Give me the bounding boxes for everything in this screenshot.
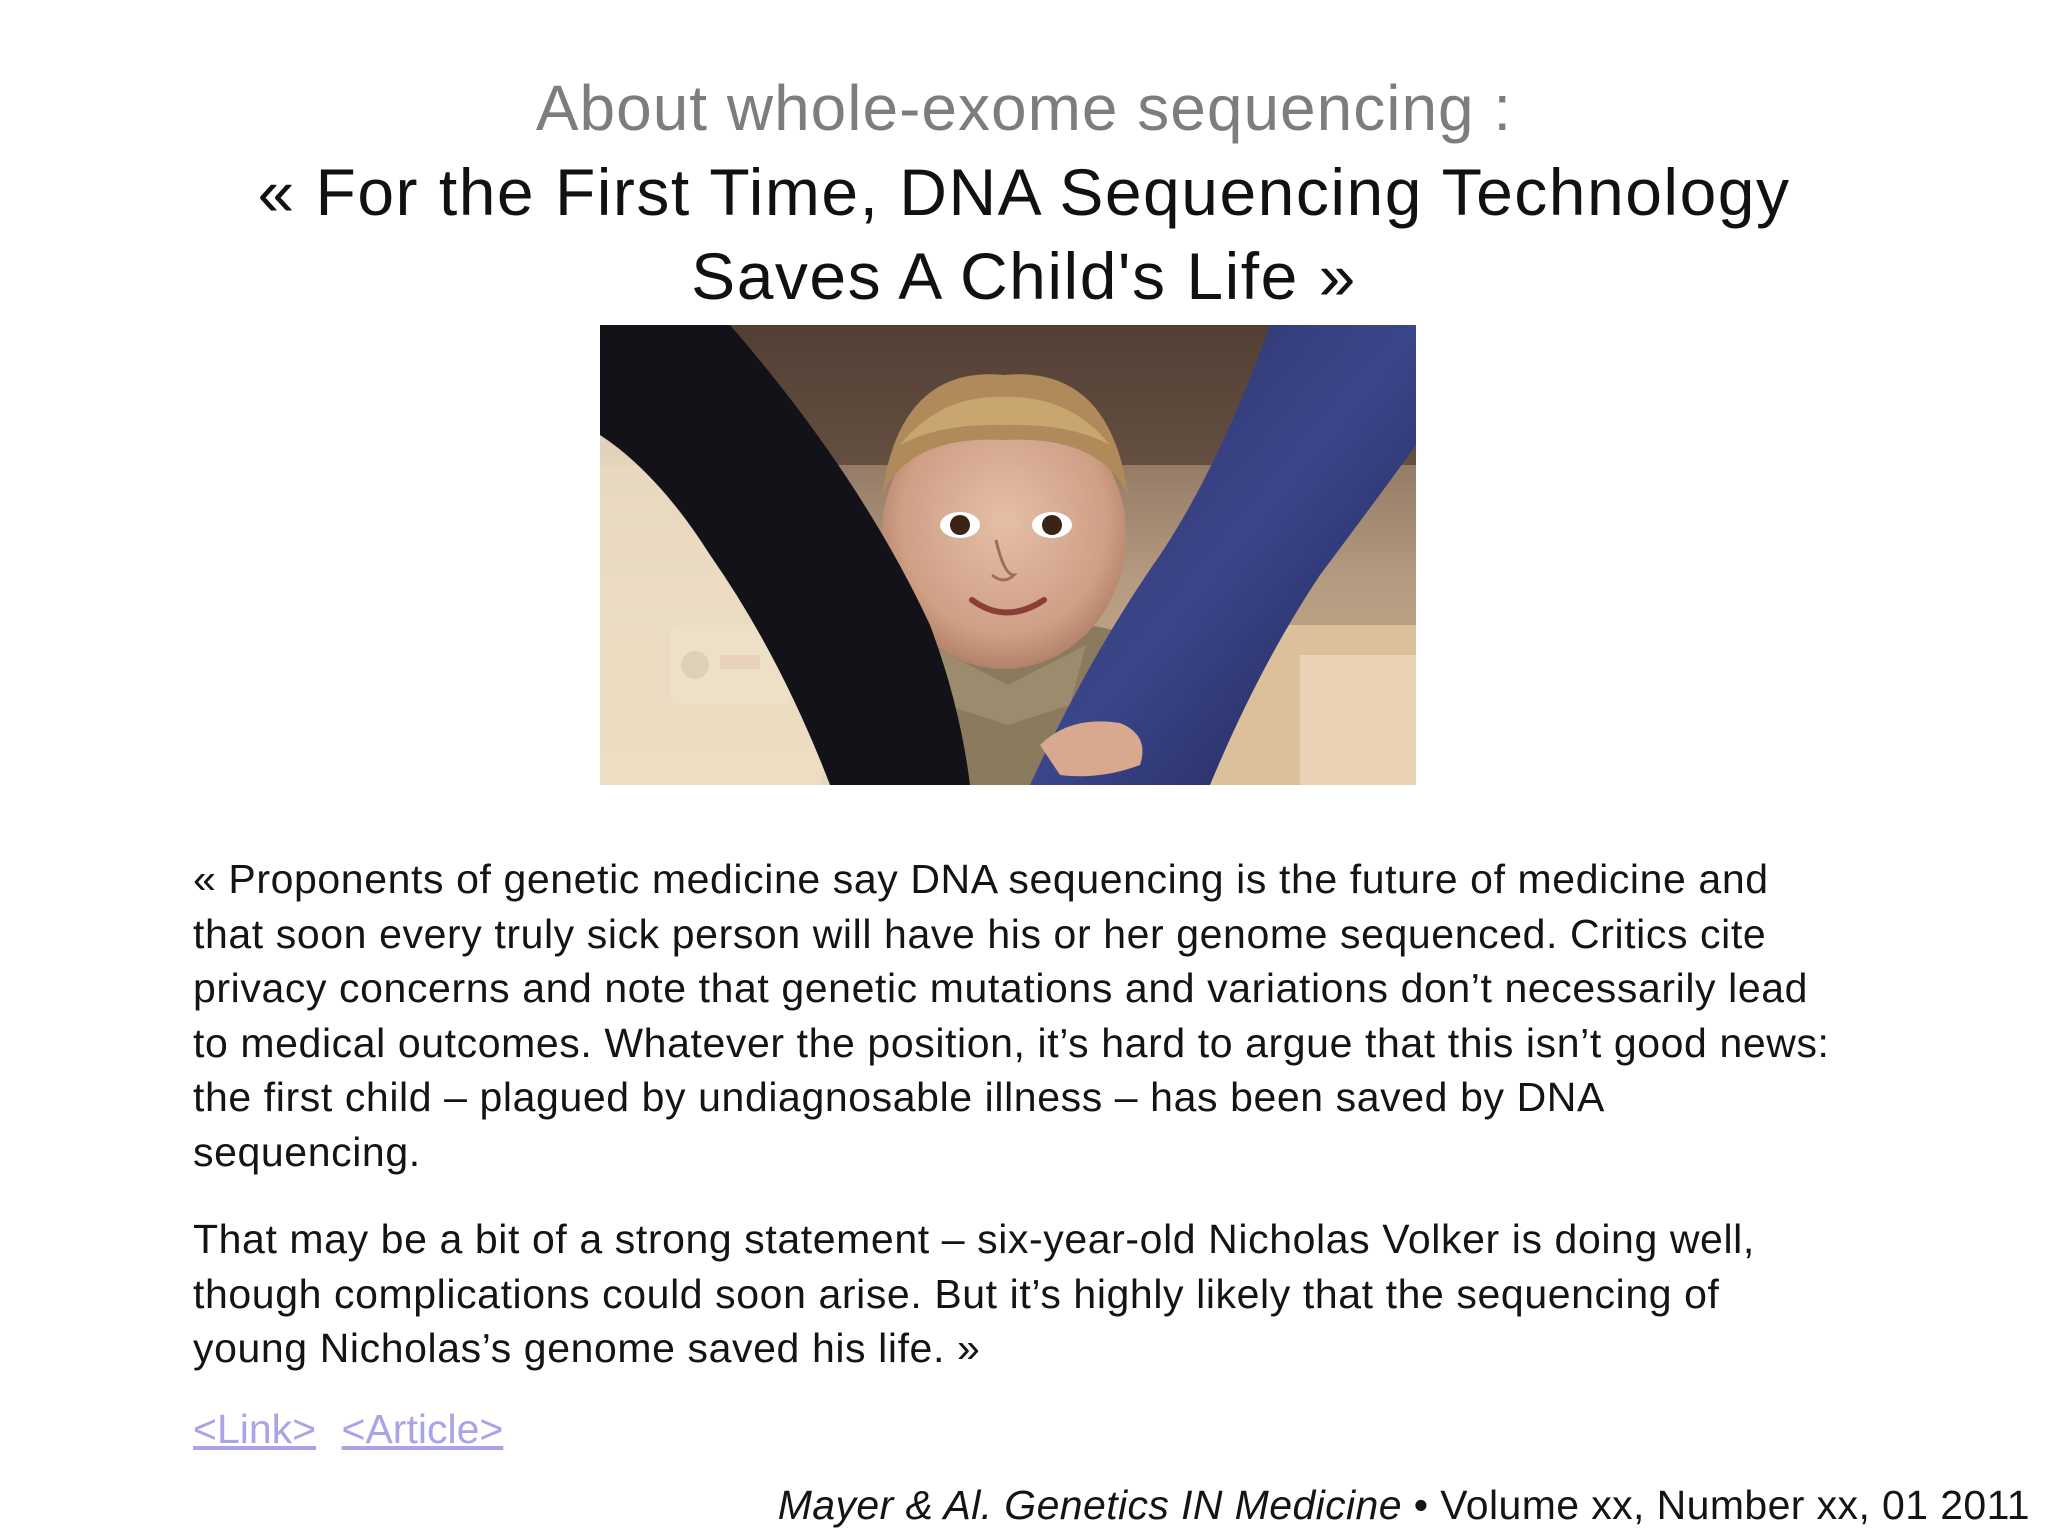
quote-paragraph-1: « Proponents of genetic medicine say DNA sequencing is the future of medicine and that soon every truly sick person will have his or her genome sequenced. Critics cite privacy concerns and note that genetic mutations and variations don’t necessarily lead to medical outcomes. Whatever the position, it’s hard to argue that this isn’t good news: the first child – plagued by undiagnosable illness – has been saved by DNA sequencing. <box>193 856 1830 1175</box>
slide-title-line-1: « For the First Time, DNA Sequencing Technology <box>257 155 1791 229</box>
citation-details: • Volume xx, Number xx, 01 2011 <box>1401 1482 2030 1528</box>
article-link[interactable]: <Article> <box>341 1406 504 1452</box>
slide-subtitle: About whole-exome sequencing : <box>535 72 1513 144</box>
slide-title-line-2: Saves A Child's Life » <box>691 239 1357 313</box>
quote-paragraph-2: That may be a bit of a strong statement – six-year-old Nicholas Volker is doing well, though complications could soon arise. But it’s highly likely that the sequencing of young Nicholas’s genome saved his life. » <box>193 1216 1755 1371</box>
child-photo-illustration <box>600 325 1416 785</box>
citation <box>778 1478 2030 1532</box>
link-link[interactable]: <Link> <box>193 1406 317 1452</box>
citation-journal: Mayer & Al. Genetics IN Medicine <box>777 1482 1402 1528</box>
reference-links <box>193 1402 517 1456</box>
slide-title <box>0 150 2048 318</box>
child-photo <box>600 325 1416 785</box>
